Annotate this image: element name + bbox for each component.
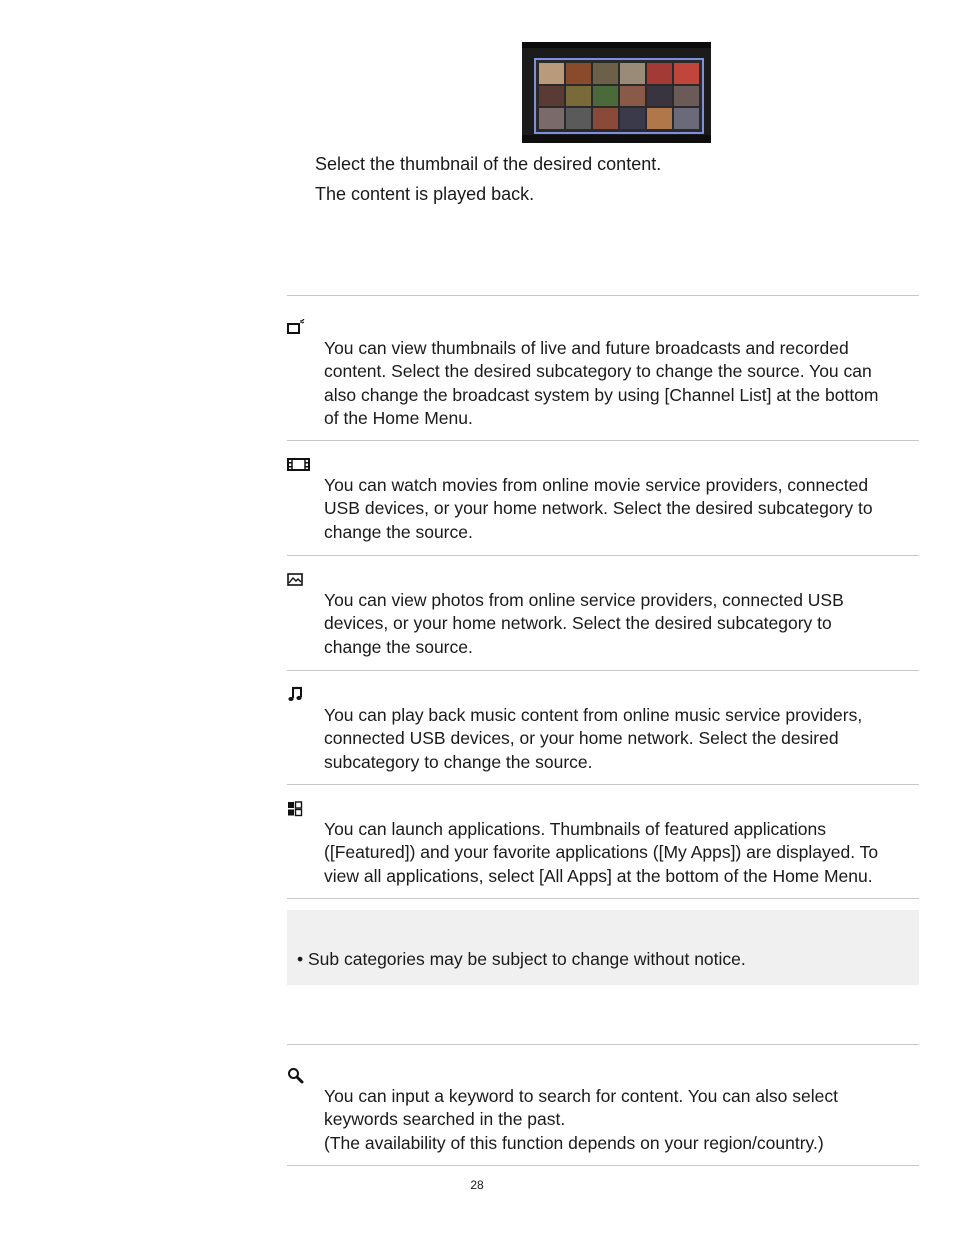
tv-broadcast-icon: [287, 319, 305, 335]
description-line: also change the broadcast system by using [Channel List] at the bottom: [324, 384, 879, 405]
description-line: You can play back music content from online music service providers,: [324, 705, 863, 725]
apps-grid-icon: [287, 801, 305, 817]
description-line: of the Home Menu.: [324, 407, 473, 428]
home-menu-screenshot: [522, 42, 711, 143]
category-description-photos: [324, 589, 924, 659]
description-line: change the source.: [324, 636, 473, 657]
screenshot-thumbnail: [593, 86, 618, 107]
description-line: change the source.: [324, 521, 473, 542]
screenshot-thumbnail: [566, 108, 591, 129]
description-line: content. Select the desired subcategory to change the source. You can: [324, 361, 872, 382]
description-line: keywords searched in the past.: [324, 1109, 566, 1130]
screenshot-thumbnail-grid-frame: [534, 58, 704, 134]
description-line: subcategory to change the source.: [324, 751, 593, 772]
category-description-apps: [324, 818, 924, 888]
screenshot-bottom-bar: [522, 135, 711, 143]
film-icon: [287, 457, 311, 473]
category-divider: [287, 555, 919, 556]
screenshot-thumbnail: [566, 63, 591, 84]
description-line: USB devices, or your home network. Select the desired subcategory to: [324, 498, 873, 519]
search-description: [324, 1085, 924, 1155]
note-box: [287, 910, 919, 985]
note-text: • Sub categories may be subject to change without notice.: [297, 949, 746, 969]
photo-icon: [287, 572, 305, 588]
screenshot-thumbnail: [647, 86, 672, 107]
search-icon: [287, 1067, 305, 1083]
description-line: view all applications, select [All Apps] at the bottom of the Home Menu.: [324, 865, 873, 886]
description-line: (The availability of this function depends on your region/country.): [324, 1132, 824, 1153]
section-divider: [287, 1165, 919, 1166]
screenshot-thumbnail: [593, 108, 618, 129]
screenshot-thumbnail: [674, 108, 699, 129]
description-line: You can launch applications. Thumbnails of featured applications: [324, 819, 827, 839]
description-line: devices, or your home network. Select the desired subcategory to: [324, 613, 832, 634]
step-instruction: Select the thumbnail of the desired content.: [315, 154, 662, 174]
description-line: You can view thumbnails of live and future broadcasts and recorded: [324, 338, 849, 358]
section-divider: [287, 295, 919, 296]
screenshot-thumbnail: [674, 63, 699, 84]
screenshot-thumbnail: [620, 86, 645, 107]
music-note-icon: [287, 686, 305, 702]
screenshot-thumbnail-grid: [539, 63, 699, 129]
step-result: The content is played back.: [315, 184, 535, 204]
description-line: You can input a keyword to search for content. You can also select: [324, 1086, 838, 1106]
page-number: 28: [470, 1178, 484, 1192]
screenshot-thumbnail: [647, 108, 672, 129]
screenshot-thumbnail: [674, 86, 699, 107]
description-line: ([Featured]) and your favorite applications ([My Apps]) are displayed. To: [324, 842, 879, 863]
description-line: connected USB devices, or your home network. Select the desired: [324, 728, 839, 749]
screenshot-top-bar: [522, 42, 711, 48]
screenshot-thumbnail: [620, 63, 645, 84]
category-divider: [287, 440, 919, 441]
category-description-music: [324, 704, 924, 774]
description-line: You can view photos from online service providers, connected USB: [324, 590, 844, 610]
category-divider: [287, 784, 919, 785]
category-description-tv: [324, 337, 924, 430]
description-line: You can watch movies from online movie service providers, connected: [324, 475, 869, 495]
category-divider: [287, 898, 919, 899]
screenshot-thumbnail: [593, 63, 618, 84]
screenshot-thumbnail: [566, 86, 591, 107]
category-divider: [287, 670, 919, 671]
section-divider: [287, 1044, 919, 1045]
category-description-movies: [324, 474, 924, 544]
screenshot-thumbnail: [620, 108, 645, 129]
screenshot-thumbnail: [647, 63, 672, 84]
screenshot-thumbnail: [539, 86, 564, 107]
screenshot-thumbnail: [539, 63, 564, 84]
screenshot-thumbnail: [539, 108, 564, 129]
